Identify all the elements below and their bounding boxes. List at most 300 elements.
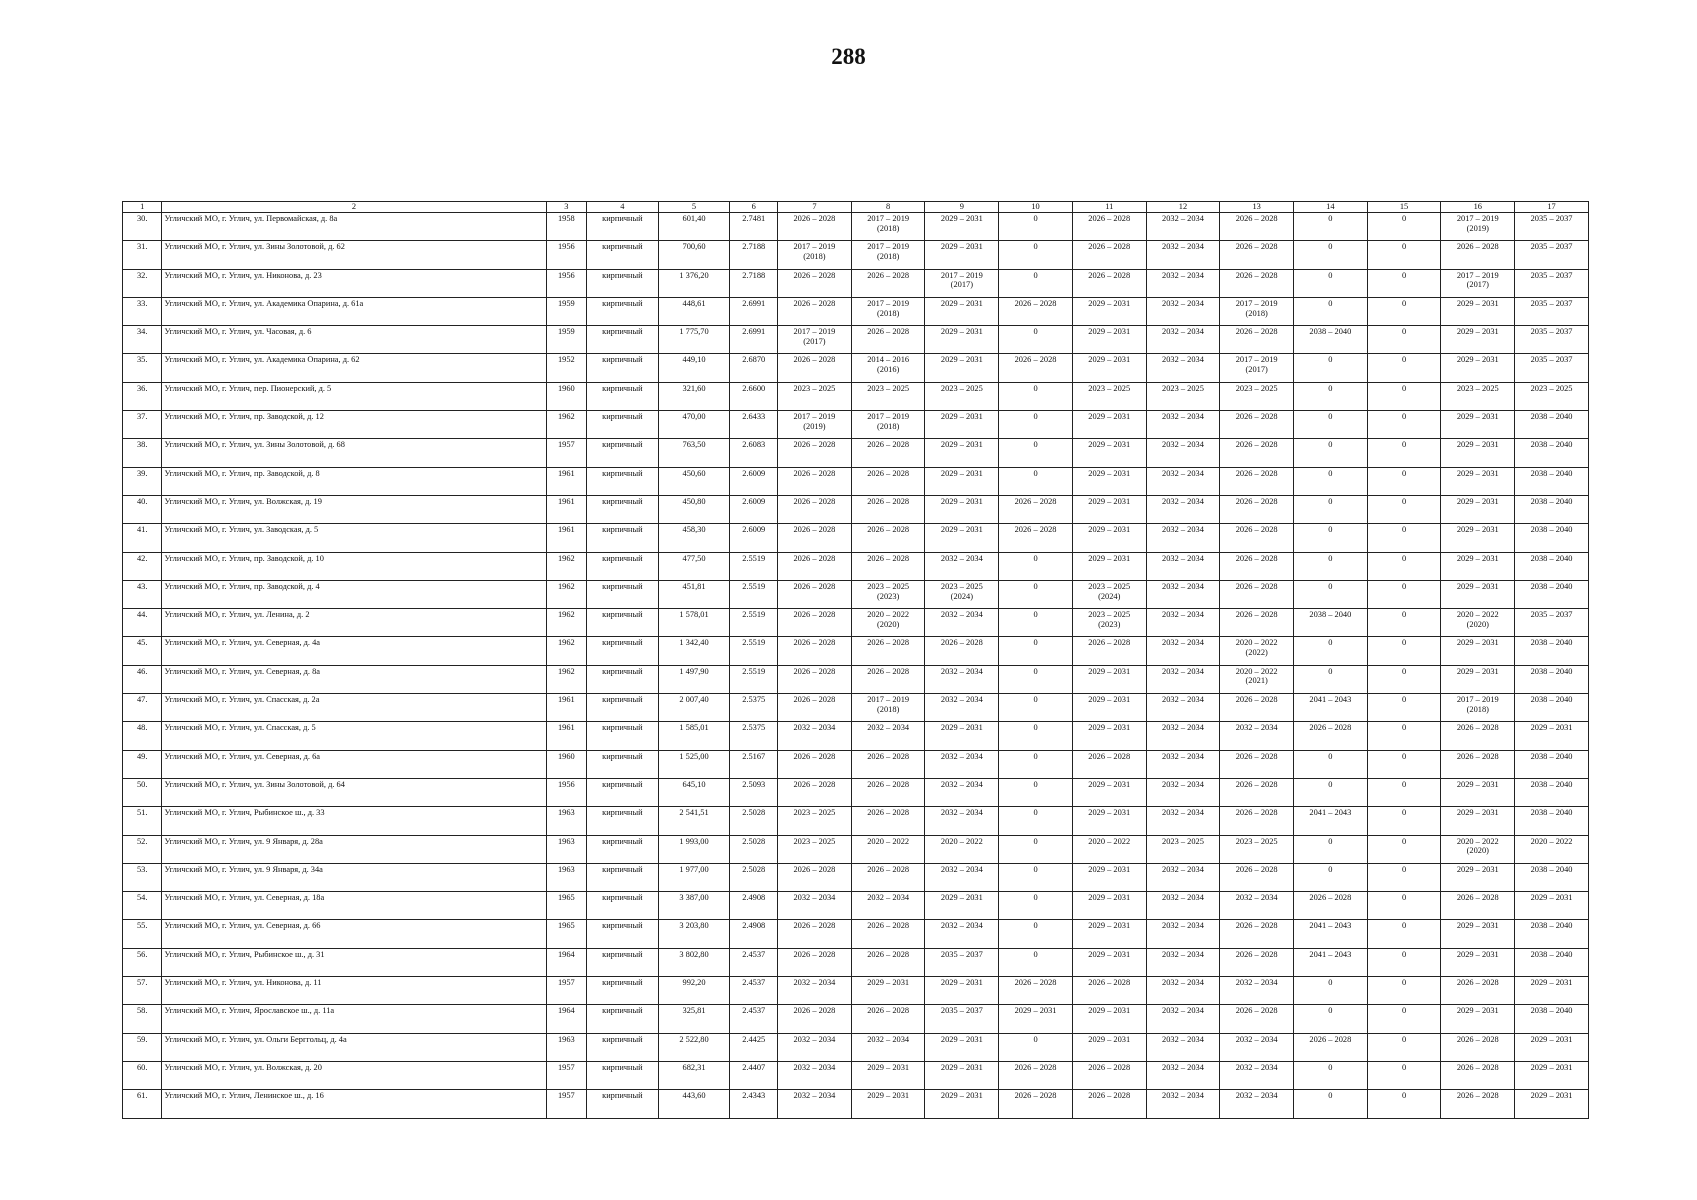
table-cell: 2026 – 2028 (851, 439, 925, 467)
address-cell: Угличский МО, г. Углич, ул. Ленина, д. 2 (162, 609, 546, 637)
table-cell: 2032 – 2034 (778, 722, 852, 750)
table-cell: 2038 – 2040 (1515, 948, 1589, 976)
table-cell: 2026 – 2028 (778, 439, 852, 467)
table-row (123, 439, 1589, 467)
table-cell: 2029 – 2031 (1072, 778, 1146, 806)
address-cell: Угличский МО, г. Углич, ул. Никонова, д. 23 (162, 269, 546, 297)
table-cell: 0 (999, 580, 1073, 608)
cell-line: (2023) (876, 591, 900, 601)
table-cell: 2026 – 2028 (851, 778, 925, 806)
table-cell: 0 (999, 863, 1073, 891)
table-cell: 1 977,00 (658, 863, 730, 891)
cell-line: (2018) (876, 421, 900, 431)
table-cell: 2023 – 2025 (925, 382, 999, 410)
row-number-cell: 59. (123, 1033, 162, 1061)
table-cell: 2029 – 2031 (1441, 297, 1515, 325)
table-cell: 0 (1367, 1005, 1441, 1033)
table-cell: 2032 – 2034 (1146, 580, 1220, 608)
table-cell: 2026 – 2028 (1220, 326, 1294, 354)
table-cell: 2032 – 2034 (778, 1061, 852, 1089)
table-cell: 682,31 (658, 1061, 730, 1089)
table-cell: 1963 (546, 1033, 586, 1061)
table-header (123, 202, 1589, 213)
table-row (123, 1033, 1589, 1061)
table-cell: 0 (999, 665, 1073, 693)
table-cell: 0 (999, 722, 1073, 750)
table-cell: 2.4407 (730, 1061, 778, 1089)
table-cell: 2026 – 2028 (999, 524, 1073, 552)
cell-line: (2017) (950, 280, 973, 290)
table-cell: кирпичный (587, 722, 659, 750)
table-cell: 2026 – 2028 (1220, 609, 1294, 637)
page-number: 288 (831, 44, 866, 69)
table-cell: 2026 – 2028 (778, 778, 852, 806)
table-cell: 2.4537 (730, 948, 778, 976)
column-header-4: 4 (587, 202, 659, 213)
cell-line: (2020) (876, 619, 900, 629)
table-cell: 2038 – 2040 (1515, 580, 1589, 608)
table-cell: 3 387,00 (658, 892, 730, 920)
address-cell: Угличский МО, г. Углич, ул. 9 Января, д. 28а (162, 835, 546, 863)
row-number-cell: 43. (123, 580, 162, 608)
table-cell: 2032 – 2034 (778, 892, 852, 920)
table-cell: 2026 – 2028 (1441, 1090, 1515, 1118)
table-cell: кирпичный (587, 382, 659, 410)
table-row (123, 778, 1589, 806)
table-cell: 1 578,01 (658, 609, 730, 637)
table-cell: 2026 – 2028 (1220, 750, 1294, 778)
table-cell: 2.5375 (730, 722, 778, 750)
table-cell: 2020 – 2022 (1515, 835, 1589, 863)
table-cell: 0 (1367, 1090, 1441, 1118)
table-cell (1072, 580, 1146, 608)
table-cell: 2 522,80 (658, 1033, 730, 1061)
table-cell: кирпичный (587, 778, 659, 806)
table-cell: 2029 – 2031 (1072, 326, 1146, 354)
table-cell: кирпичный (587, 665, 659, 693)
table-cell: 601,40 (658, 213, 730, 241)
column-header-15: 15 (1367, 202, 1441, 213)
address-cell: Угличский МО, г. Углич, пр. Заводской, д. 12 (162, 411, 546, 439)
address-cell: Угличский МО, г. Углич, ул. Северная, д. 4а (162, 637, 546, 665)
table-cell: 2029 – 2031 (1072, 467, 1146, 495)
table-cell: 0 (1367, 750, 1441, 778)
table-cell: 2032 – 2034 (1146, 1005, 1220, 1033)
table-cell: 0 (1294, 269, 1368, 297)
table-cell: 2.5519 (730, 665, 778, 693)
cell-line: (2017) (1245, 365, 1268, 375)
table-cell: 0 (1294, 297, 1368, 325)
table-cell: 2.6009 (730, 524, 778, 552)
table-cell: кирпичный (587, 524, 659, 552)
table-cell: 0 (1294, 382, 1368, 410)
table-cell: 1961 (546, 524, 586, 552)
table-cell: 1962 (546, 665, 586, 693)
table-cell: кирпичный (587, 948, 659, 976)
table-cell: 2026 – 2028 (999, 297, 1073, 325)
table-cell: 2029 – 2031 (925, 495, 999, 523)
table-cell (851, 411, 925, 439)
table-row (123, 269, 1589, 297)
table-cell: 2026 – 2028 (851, 637, 925, 665)
table-cell: 2026 – 2028 (778, 495, 852, 523)
table-cell: 2029 – 2031 (925, 977, 999, 1005)
table-cell: 2035 – 2037 (1515, 609, 1589, 637)
table-cell: 2029 – 2031 (1441, 807, 1515, 835)
table-cell: 2026 – 2028 (1072, 1090, 1146, 1118)
table-cell: 2038 – 2040 (1515, 694, 1589, 722)
table-cell: 449,10 (658, 354, 730, 382)
table-cell: 2029 – 2031 (851, 1061, 925, 1089)
table-cell: 2026 – 2028 (1220, 920, 1294, 948)
cell-line: 2020 – 2022 (1456, 836, 1499, 846)
table-cell: 2026 – 2028 (1220, 552, 1294, 580)
table-cell (1441, 694, 1515, 722)
table-cell: 2.5028 (730, 835, 778, 863)
table-cell: 2038 – 2040 (1515, 495, 1589, 523)
table-cell: 2.6009 (730, 467, 778, 495)
table-cell: 0 (999, 382, 1073, 410)
table-cell: 2026 – 2028 (1294, 1033, 1368, 1061)
table-cell: 2.7188 (730, 241, 778, 269)
table-cell: 1 585,01 (658, 722, 730, 750)
table-row (123, 382, 1589, 410)
table-cell: 2029 – 2031 (1441, 524, 1515, 552)
table-row (123, 1061, 1589, 1089)
table-cell: 1957 (546, 1061, 586, 1089)
table-cell: 0 (999, 241, 1073, 269)
address-cell: Угличский МО, г. Углич, ул. Спасская, д. 5 (162, 722, 546, 750)
table-cell: 2026 – 2028 (999, 495, 1073, 523)
table-cell: 2.4908 (730, 892, 778, 920)
table-row (123, 863, 1589, 891)
table-cell: 2029 – 2031 (1441, 580, 1515, 608)
table-cell: 1964 (546, 948, 586, 976)
cell-line: 2017 – 2019 (1235, 298, 1278, 308)
cell-line: 2017 – 2019 (1456, 214, 1499, 223)
table-cell: 2029 – 2031 (1072, 665, 1146, 693)
table-cell (925, 269, 999, 297)
cell-line: 2017 – 2019 (867, 214, 910, 223)
table-cell (1072, 609, 1146, 637)
table-cell: 0 (1367, 552, 1441, 580)
table-cell: 2029 – 2031 (1441, 1005, 1515, 1033)
table-cell: 2029 – 2031 (1072, 1033, 1146, 1061)
table-row (123, 609, 1589, 637)
cell-line: (2017) (803, 336, 826, 346)
table-cell: 2032 – 2034 (1146, 694, 1220, 722)
table-cell: 645,10 (658, 778, 730, 806)
table-cell: 2020 – 2022 (851, 835, 925, 863)
table-cell: 321,60 (658, 382, 730, 410)
table-cell: 2026 – 2028 (1220, 694, 1294, 722)
table-cell: 2026 – 2028 (1072, 269, 1146, 297)
address-cell: Угличский МО, г. Углич, ул. Северная, д. 66 (162, 920, 546, 948)
housing-register-table (122, 201, 1589, 1119)
table-cell: 2026 – 2028 (999, 1061, 1073, 1089)
address-cell: Угличский МО, г. Углич, ул. Волжская, д. 20 (162, 1061, 546, 1089)
table-cell: 0 (1294, 835, 1368, 863)
table-cell: 2029 – 2031 (925, 1033, 999, 1061)
table-cell: 2032 – 2034 (1146, 665, 1220, 693)
table-cell: 2026 – 2028 (778, 750, 852, 778)
table-cell: 0 (999, 439, 1073, 467)
table-cell: 2029 – 2031 (1072, 920, 1146, 948)
table-cell: 2026 – 2028 (851, 552, 925, 580)
table-cell: 0 (1294, 778, 1368, 806)
table-cell: 2032 – 2034 (1220, 1033, 1294, 1061)
address-cell: Угличский МО, г. Углич, ул. Зины Золотовой, д. 64 (162, 778, 546, 806)
table-cell: 0 (1294, 213, 1368, 241)
table-cell: 0 (1294, 354, 1368, 382)
table-cell: кирпичный (587, 835, 659, 863)
table-cell: кирпичный (587, 892, 659, 920)
cell-line: (2018) (1466, 704, 1489, 714)
table-cell: 2026 – 2028 (999, 977, 1073, 1005)
table-cell: 0 (1294, 411, 1368, 439)
cell-line: 2020 – 2022 (867, 610, 910, 620)
table-cell: 2020 – 2022 (1072, 835, 1146, 863)
table-row (123, 665, 1589, 693)
table-cell: 2026 – 2028 (851, 948, 925, 976)
table-cell: 2026 – 2028 (778, 297, 852, 325)
address-cell: Угличский МО, г. Углич, ул. Первомайская, д. 8а (162, 213, 546, 241)
table-cell: 0 (1294, 1005, 1368, 1033)
table-cell: 2032 – 2034 (925, 750, 999, 778)
address-cell: Угличский МО, г. Углич, ул. Ольги Берггольц, д. 4а (162, 1033, 546, 1061)
column-header-7: 7 (778, 202, 852, 213)
table-cell: 2.4908 (730, 920, 778, 948)
row-number-cell: 45. (123, 637, 162, 665)
table-cell: 1961 (546, 495, 586, 523)
table-cell: кирпичный (587, 213, 659, 241)
table-cell: 2029 – 2031 (925, 241, 999, 269)
table-cell: 1962 (546, 637, 586, 665)
table-cell: 1965 (546, 920, 586, 948)
row-number-cell: 42. (123, 552, 162, 580)
table-cell: 0 (1367, 580, 1441, 608)
table-cell: 2023 – 2025 (778, 382, 852, 410)
table-cell: 451,81 (658, 580, 730, 608)
row-number-cell: 31. (123, 241, 162, 269)
table-cell: 450,80 (658, 495, 730, 523)
table-cell: 2038 – 2040 (1515, 920, 1589, 948)
row-number-cell: 32. (123, 269, 162, 297)
table-cell: 2023 – 2025 (1072, 382, 1146, 410)
cell-line: 2020 – 2022 (1235, 638, 1278, 648)
table-cell: 2032 – 2034 (1146, 920, 1220, 948)
table-cell: 0 (1367, 1061, 1441, 1089)
table-cell: кирпичный (587, 920, 659, 948)
column-header-9: 9 (925, 202, 999, 213)
table-cell: 0 (1367, 778, 1441, 806)
table-cell: 2029 – 2031 (1441, 920, 1515, 948)
cell-line: 2017 – 2019 (1456, 270, 1499, 280)
table-cell: 2026 – 2028 (1220, 269, 1294, 297)
table-cell: 477,50 (658, 552, 730, 580)
table-cell: 2029 – 2031 (1441, 467, 1515, 495)
table-cell: 2026 – 2028 (851, 326, 925, 354)
table-cell: 700,60 (658, 241, 730, 269)
table-cell: 2029 – 2031 (925, 354, 999, 382)
table-cell: 0 (999, 892, 1073, 920)
table-cell: 0 (1367, 326, 1441, 354)
table-cell: 2029 – 2031 (1072, 892, 1146, 920)
address-cell: Угличский МО, г. Углич, ул. Никонова, д. 11 (162, 977, 546, 1005)
table-cell: 0 (999, 807, 1073, 835)
table-cell: 2035 – 2037 (925, 948, 999, 976)
table-cell: 0 (1294, 863, 1368, 891)
table-cell: 2032 – 2034 (851, 722, 925, 750)
table-cell: 1959 (546, 326, 586, 354)
table-cell: 0 (1367, 495, 1441, 523)
table-cell: 1961 (546, 722, 586, 750)
table-cell: 450,60 (658, 467, 730, 495)
row-number-cell: 61. (123, 1090, 162, 1118)
column-header-1: 1 (123, 202, 162, 213)
row-number-cell: 40. (123, 495, 162, 523)
table-cell: 2026 – 2028 (851, 920, 925, 948)
table-cell: кирпичный (587, 354, 659, 382)
table-cell: 0 (1367, 213, 1441, 241)
row-number-cell: 47. (123, 694, 162, 722)
table-row (123, 326, 1589, 354)
cell-line: (2020) (1466, 619, 1489, 629)
table-cell: 1962 (546, 609, 586, 637)
table-cell: 2026 – 2028 (1294, 892, 1368, 920)
table-cell: 2.4537 (730, 1005, 778, 1033)
table-cell: 2026 – 2028 (1072, 637, 1146, 665)
table-cell: 0 (1367, 354, 1441, 382)
cell-line: (2018) (876, 308, 900, 318)
table-cell: 2032 – 2034 (1220, 892, 1294, 920)
cell-line: 2017 – 2019 (1456, 695, 1499, 705)
cell-line: 2017 – 2019 (867, 412, 910, 422)
table-cell (1441, 835, 1515, 863)
table-cell (1441, 609, 1515, 637)
table-cell: 0 (1367, 835, 1441, 863)
table-cell: 2038 – 2040 (1515, 778, 1589, 806)
table-cell: 763,50 (658, 439, 730, 467)
table-cell: 0 (999, 467, 1073, 495)
table-cell: 2026 – 2028 (851, 495, 925, 523)
table-cell: 2026 – 2028 (1220, 807, 1294, 835)
row-number-cell: 50. (123, 778, 162, 806)
row-number-cell: 49. (123, 750, 162, 778)
table-cell: 2026 – 2028 (1220, 580, 1294, 608)
table-cell: 3 203,80 (658, 920, 730, 948)
table-cell: 0 (999, 609, 1073, 637)
table-cell: 2032 – 2034 (925, 609, 999, 637)
table-cell: 2029 – 2031 (1515, 1061, 1589, 1089)
table-cell: 2029 – 2031 (1072, 722, 1146, 750)
cell-line: 2017 – 2019 (793, 242, 836, 252)
table-cell: 2029 – 2031 (1072, 411, 1146, 439)
table-cell: 2032 – 2034 (1146, 948, 1220, 976)
table-cell: 0 (1367, 411, 1441, 439)
table-cell: 0 (999, 920, 1073, 948)
table-cell: 2038 – 2040 (1515, 665, 1589, 693)
table-cell: 0 (999, 750, 1073, 778)
row-number-cell: 39. (123, 467, 162, 495)
column-header-11: 11 (1072, 202, 1146, 213)
table-cell: 2029 – 2031 (1072, 552, 1146, 580)
table-cell: 2029 – 2031 (1515, 1090, 1589, 1118)
table-cell: 2029 – 2031 (925, 326, 999, 354)
table-cell: 2038 – 2040 (1515, 1005, 1589, 1033)
address-cell: Угличский МО, г. Углич, пр. Заводской, д. 4 (162, 580, 546, 608)
table-cell: 2026 – 2028 (1220, 439, 1294, 467)
table-cell: 2038 – 2040 (1515, 524, 1589, 552)
address-cell: Угличский МО, г. Углич, ул. Северная, д. 8а (162, 665, 546, 693)
table-cell: 2026 – 2028 (778, 354, 852, 382)
table-cell: 1960 (546, 382, 586, 410)
table-cell: 2032 – 2034 (1146, 807, 1220, 835)
table-row (123, 552, 1589, 580)
table-cell: 2026 – 2028 (1220, 411, 1294, 439)
table-cell: 2.4537 (730, 977, 778, 1005)
table-cell: 443,60 (658, 1090, 730, 1118)
table-cell (778, 411, 852, 439)
table-cell: кирпичный (587, 1090, 659, 1118)
table-cell: кирпичный (587, 241, 659, 269)
table-cell: 2026 – 2028 (1072, 213, 1146, 241)
table-cell: 2029 – 2031 (1072, 495, 1146, 523)
table-cell: кирпичный (587, 580, 659, 608)
table-cell: 0 (999, 1033, 1073, 1061)
column-header-6: 6 (730, 202, 778, 213)
table-cell: 2035 – 2037 (1515, 354, 1589, 382)
table-cell: 1956 (546, 778, 586, 806)
cell-line: (2018) (876, 704, 900, 714)
row-number-cell: 44. (123, 609, 162, 637)
address-cell: Угличский МО, г. Углич, ул. Заводская, д. 5 (162, 524, 546, 552)
table-cell (1220, 665, 1294, 693)
table-cell: 2029 – 2031 (1072, 524, 1146, 552)
table-cell: 2038 – 2040 (1515, 807, 1589, 835)
table-cell: 2 007,40 (658, 694, 730, 722)
table-cell: 2038 – 2040 (1515, 863, 1589, 891)
table-cell: 2029 – 2031 (1515, 977, 1589, 1005)
table-cell: 2035 – 2037 (1515, 213, 1589, 241)
address-cell: Угличский МО, г. Углич, ул. 9 Января, д. 34а (162, 863, 546, 891)
table-cell: 2026 – 2028 (1072, 750, 1146, 778)
table-cell: 2032 – 2034 (1146, 411, 1220, 439)
table-cell: 1963 (546, 835, 586, 863)
table-cell: 0 (1367, 241, 1441, 269)
table-cell: 2.6600 (730, 382, 778, 410)
table-cell: кирпичный (587, 495, 659, 523)
row-number-cell: 36. (123, 382, 162, 410)
row-number-cell: 51. (123, 807, 162, 835)
cell-line: (2017) (1466, 280, 1489, 290)
table-cell: 2026 – 2028 (778, 467, 852, 495)
table-cell: 2032 – 2034 (925, 552, 999, 580)
table-cell: 2029 – 2031 (1072, 297, 1146, 325)
cell-line: (2024) (1098, 591, 1121, 601)
cell-line: (2018) (1245, 308, 1268, 318)
table-cell: 2026 – 2028 (1441, 722, 1515, 750)
address-cell: Угличский МО, г. Углич, пр. Заводской, д. 10 (162, 552, 546, 580)
table-cell (851, 354, 925, 382)
table-cell: 0 (1294, 580, 1368, 608)
cell-line: 2017 – 2019 (867, 298, 910, 308)
table-cell: 2026 – 2028 (778, 694, 852, 722)
table-cell: 0 (1367, 297, 1441, 325)
cell-line: 2023 – 2025 (940, 581, 983, 591)
row-number-cell: 53. (123, 863, 162, 891)
table-cell (778, 241, 852, 269)
